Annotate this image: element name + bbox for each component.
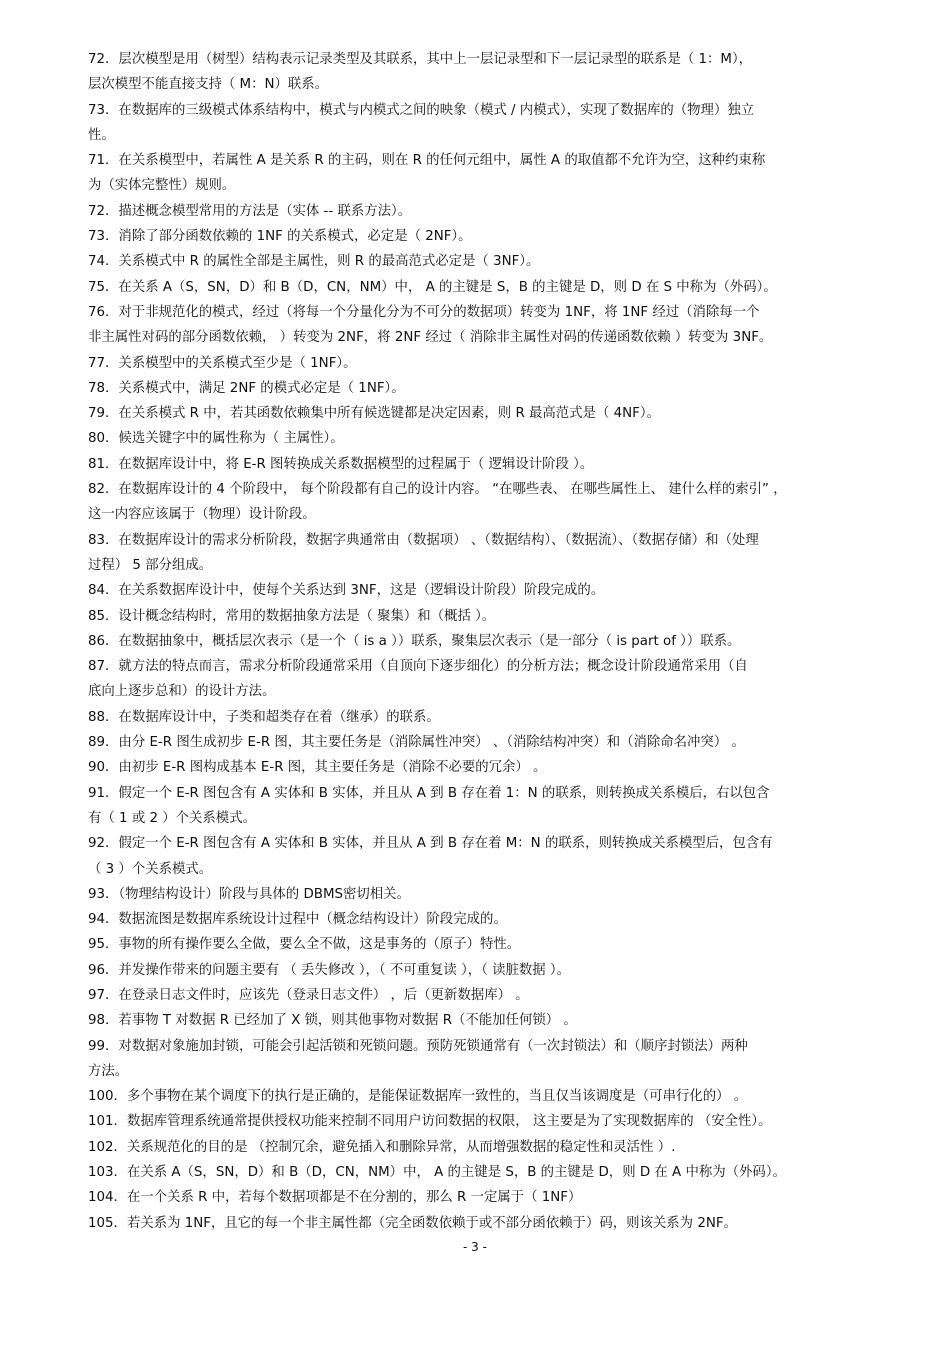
text-line: 84．在关系数据库设计中，使每个关系达到 3NF，这是（逻辑设计阶段）阶段完成的。 [88, 583, 605, 599]
text-line: 77．关系模型中的关系模式至少是（ 1NF）。 [88, 355, 357, 371]
text-line: 78．关系模式中，满足 2NF 的模式必定是（ 1NF）。 [88, 380, 405, 396]
text-line: 性。 [88, 127, 115, 143]
text-line: 95．事物的所有操作要么全做，要么全不做，这是事务的（原子）特性。 [88, 937, 521, 953]
text-line: 103．在关系 A（S，SN，D）和 B（D，CN，NM）中， A 的主键是 S，B 的主键是 D，则 D 在 A 中称为（外码）。 [88, 1165, 786, 1181]
text-line: 93．（物理结构设计）阶段与具体的 DBMS密切相关。 [88, 886, 410, 902]
text-line: 74．关系模式中 R 的属性全部是主属性，则 R 的最高范式必定是（ 3NF）。 [88, 254, 540, 270]
text-line: 73．消除了部分函数依赖的 1NF 的关系模式，必定是（ 2NF）。 [88, 229, 472, 245]
text-line: 91．假定一个 E-R 图包含有 A 实体和 B 实体，并且从 A 到 B 存在着 1：N 的联系，则转换成关系模后，右以包含 [88, 785, 770, 801]
text-line: 71．在关系模型中，若属性 A 是关系 R 的主码，则在 R 的任何元组中，属性 A 的取值都不允许为空，这种约束称 [88, 153, 766, 169]
text-line: 97．在登录日志文件时，应该先（登录日志文件） ，后（更新数据库） 。 [88, 987, 529, 1003]
text-line: 85．设计概念结构时，常用的数据抽象方法是（ 聚集）和（概括 ）。 [88, 608, 496, 624]
text-line: （ 3 ）个关系模式。 [88, 861, 213, 877]
text-line: 86．在数据抽象中，概括层次表示（是一个（ is a ））联系，聚集层次表示（是一部分（ is part of ））联系。 [88, 633, 741, 649]
text-line: 102．关系规范化的目的是 （控制冗余，避免插入和删除异常，从而增强数据的稳定性和灵活性 ）. [88, 1139, 676, 1155]
text-line: 方法。 [88, 1063, 129, 1079]
text-line: 75．在关系 A（S，SN，D）和 B（D，CN，NM）中， A 的主键是 S，B 的主键是 D，则 D 在 S 中称为（外码）。 [88, 279, 777, 295]
text-line: 73．在数据库的三级模式体系结构中，模式与内模式之间的映象（模式 / 内模式），实现了数据库的（物理）独立 [88, 102, 755, 118]
text-line: 104．在一个关系 R 中，若每个数据项都是不在分割的，那么 R 一定属于（ 1NF） [88, 1190, 582, 1206]
text-line: 底向上逐步总和）的设计方法。 [88, 684, 276, 700]
text-line: 过程） 5 部分组成。 [88, 557, 213, 573]
text-line: 96．并发操作带来的问题主要有 （ 丢失修改 ），（ 不可重复读 ），（ 读脏数据 ）。 [88, 962, 571, 978]
text-line: 80．候选关键字中的属性称为（ 主属性）。 [88, 431, 344, 447]
text-line: 83．在数据库设计的需求分析阶段，数据字典通常由（数据项） 、（数据结构）、（数据流）、（数据存储）和（处理 [88, 532, 759, 548]
text-line: 101．数据库管理系统通常提供授权功能来控制不同用户访问数据的权限， 这主要是为了实现数据库的 （安全性）。 [88, 1114, 772, 1130]
text-line: 105．若关系为 1NF，且它的每一个非主属性都（完全函数依赖于或不部分函依赖于）码，则该关系为 2NF。 [88, 1215, 737, 1231]
text-line: 100．多个事物在某个调度下的执行是正确的，是能保证数据库一致性的，当且仅当该调度是（可串行化的） 。 [88, 1089, 748, 1105]
page-number: - 3 - [463, 1240, 487, 1254]
text-line: 98．若事物 T 对数据 R 已经加了 X 锁，则其他事物对数据 R（不能加任何锁） 。 [88, 1013, 577, 1029]
text-line: 82．在数据库设计的 4 个阶段中， 每个阶段都有自己的设计内容。 “在哪些表、 在哪些属性上、 建什么样的索引” ， [88, 482, 787, 498]
text-line: 89．由分 E-R 图生成初步 E-R 图，其主要任务是（消除属性冲突） 、（消除结构冲突）和（消除命名冲突） 。 [88, 735, 745, 751]
text-line: 79．在关系模式 R 中，若其函数依赖集中所有候选键都是决定因素，则 R 最高范式是（ 4NF）。 [88, 406, 660, 422]
text-line: 99．对数据对象施加封锁，可能会引起活锁和死锁问题。预防死锁通常有（一次封锁法）和（顺序封锁法）两种 [88, 1038, 748, 1054]
text-line: 94．数据流图是数据库系统设计过程中（概念结构设计）阶段完成的。 [88, 912, 507, 928]
text-line: 非主属性对码的部分函数依赖， ）转变为 2NF，将 2NF 经过（ 消除非主属性对码的传递函数依赖 ）转变为 3NF。 [88, 330, 773, 346]
text-line: 72．层次模型是用（树型）结构表示记录类型及其联系，其中上一层记录型和下一层记录型的联系是（ 1：M）， [88, 52, 753, 67]
text-line: 72．描述概念模型常用的方法是（实体 -- 联系方法）。 [88, 203, 412, 219]
text-line: 层次模型不能直接支持（ M：N）联系。 [88, 77, 329, 93]
text-line: 92．假定一个 E-R 图包含有 A 实体和 B 实体，并且从 A 到 B 存在着 M：N 的联系，则转换成关系模型后，包含有 [88, 836, 773, 852]
text-line: 这一内容应该属于（物理）设计阶段。 [88, 507, 316, 523]
text-line: 87．就方法的特点而言，需求分析阶段通常采用（自顶向下逐步细化）的分析方法；概念设计阶段通常采用（自 [88, 659, 748, 675]
text-line: 90．由初步 E-R 图构成基本 E-R 图，其主要任务是（消除不必要的冗余） 。 [88, 760, 547, 776]
text-line: 88．在数据库设计中，子类和超类存在着（继承）的联系。 [88, 709, 440, 725]
text-line: 有（ 1 或 2 ）个关系模式。 [88, 810, 256, 826]
text-line: 76．对于非规范化的模式，经过（将每一个分量化分为不可分的数据项）转变为 1NF，将 1NF 经过（消除每一个 [88, 304, 760, 320]
question-list [88, 47, 908, 1236]
text-line: 为（实体完整性）规则。 [88, 178, 236, 194]
text-line: 81．在数据库设计中，将 E-R 图转换成关系数据模型的过程属于（ 逻辑设计阶段 ）。 [88, 456, 594, 472]
